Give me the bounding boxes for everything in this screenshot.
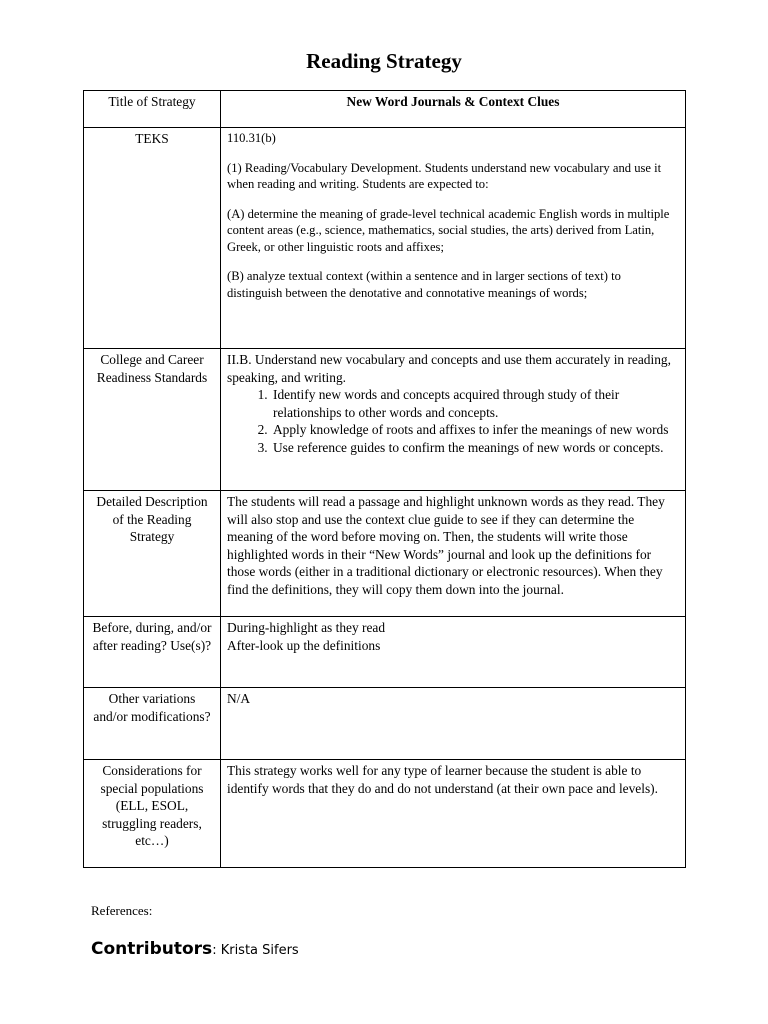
table-row-description bbox=[84, 491, 686, 617]
teks-paragraph-1: (1) Reading/Vocabulary Development. Students understand new vocabulary and use it when reading and writing. Students are expected to: bbox=[227, 160, 662, 191]
table-row-timing bbox=[84, 617, 686, 688]
table-row-ccrs bbox=[84, 349, 686, 491]
ccrs-list bbox=[227, 386, 679, 456]
strategy-table bbox=[83, 90, 686, 868]
row-label-teks: TEKS bbox=[84, 128, 221, 349]
ccrs-cell bbox=[221, 349, 686, 491]
variations-text: N/A bbox=[221, 688, 686, 760]
contributor-name: Krista Sifers bbox=[220, 943, 299, 958]
strategy-name-cell bbox=[221, 91, 686, 128]
table-row-considerations bbox=[84, 760, 686, 868]
strategy-name: New Word Journals & Context Clues bbox=[346, 94, 560, 109]
teks-code: 110.31(b) bbox=[227, 131, 276, 145]
ccrs-item: 3. Use reference guides to confirm the meanings of new words or concepts. bbox=[271, 439, 679, 457]
timing-after: After-look up the definitions bbox=[227, 637, 381, 653]
row-label-title-of-strategy: Title of Strategy bbox=[84, 91, 221, 128]
row-label-considerations: Considerations for special populations (ELL, ESOL, struggling readers, etc…) bbox=[84, 760, 221, 868]
row-label-timing: Before, during, and/or after reading? Use(s)? bbox=[84, 617, 221, 688]
teks-paragraph-3: (B) analyze textual context (within a sentence and in larger sections of text) to distinguish between the denotative and connotative meanings of words; bbox=[227, 269, 621, 300]
contributors-label: Contributors bbox=[91, 939, 213, 959]
table-row-title-of-strategy bbox=[84, 91, 686, 128]
teks-paragraph-2: (A) determine the meaning of grade-level technical academic English words in multiple content areas (e.g., science, mathematics, social studies, the arts) derived from Latin, Greek, or other linguistic roots and affixes; bbox=[227, 206, 670, 254]
timing-during: During-highlight as they read bbox=[227, 620, 386, 635]
contributors-separator: : bbox=[212, 943, 221, 958]
timing-cell bbox=[221, 617, 686, 688]
row-label-ccrs: College and Career Readiness Standards bbox=[84, 349, 221, 491]
ccrs-item: 1. Identify new words and concepts acquired through study of their relationships to other words and concepts. bbox=[271, 386, 679, 421]
row-label-description: Detailed Description of the Reading Strategy bbox=[84, 491, 221, 617]
teks-cell bbox=[221, 128, 686, 349]
table-row-teks bbox=[84, 128, 686, 349]
contributors-line bbox=[91, 937, 299, 963]
ccrs-item: 2. Apply knowledge of roots and affixes to infer the meanings of new words bbox=[271, 421, 679, 439]
row-label-variations: Other variations and/or modifications? bbox=[84, 688, 221, 760]
ccrs-intro: II.B. Understand new vocabulary and concepts and use them accurately in reading, speaking, and writing. bbox=[227, 352, 671, 385]
document-title: Reading Strategy bbox=[306, 49, 462, 73]
description-text: The students will read a passage and highlight unknown words as they read. They will also stop and use the context clue guide to see if they can determine the meaning of the word before moving on. Then, the students will write those highlighted words in their “New Words” journal and look up the definitions for those words (either in a traditional dictionary or electronic resources). When they find the definitions, they will copy them down into the journal. bbox=[221, 491, 686, 617]
references-label: References: bbox=[91, 903, 153, 918]
table-row-variations bbox=[84, 688, 686, 760]
considerations-text: This strategy works well for any type of learner because the student is able to identify words that they do and do not understand (at their own pace and levels). bbox=[221, 760, 686, 868]
